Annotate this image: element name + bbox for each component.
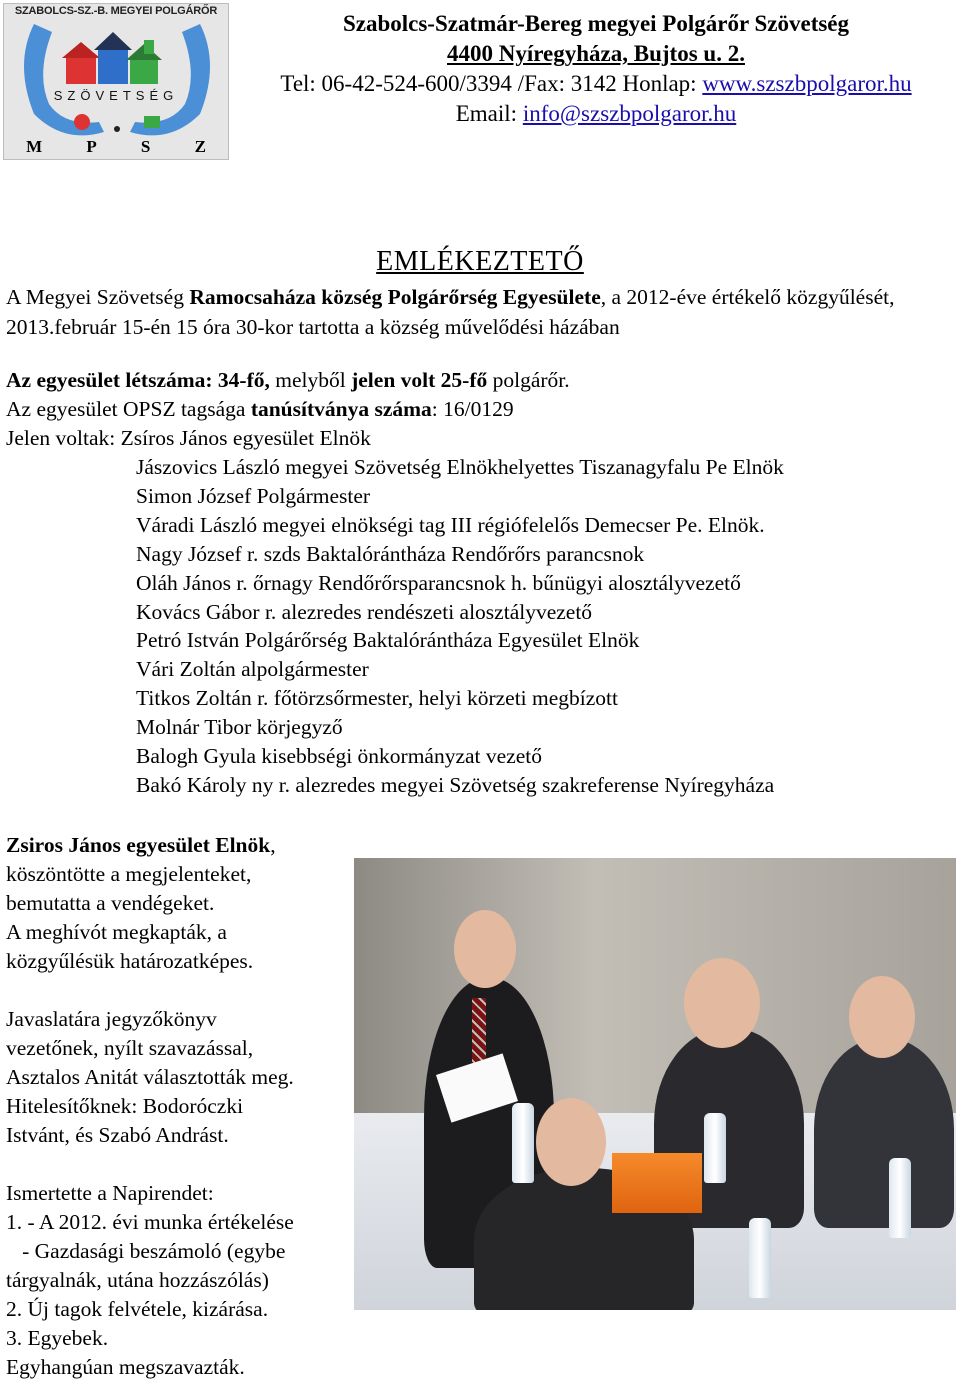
document-title: EMLÉKEZTETŐ bbox=[376, 246, 584, 277]
intro-text: , a 2012-éve értékelő közgyűlését, 2013.február 15-én 15 óra 30-kor tartotta a község művelődési házában bbox=[6, 285, 895, 339]
text-line: - Gazdasági beszámoló (egybe bbox=[6, 1239, 286, 1263]
certificate-text: Az egyesület OPSZ tagsága bbox=[6, 397, 251, 421]
attendee-item: Váradi László megyei elnökségi tag III régiófelelős Demecser Pe. Elnök. bbox=[136, 512, 765, 537]
website-link[interactable]: www.szszbpolgaror.hu bbox=[702, 71, 912, 96]
logo-letter: Z bbox=[194, 137, 206, 156]
text-line: Hitelesítőknek: Bodoróczki bbox=[6, 1094, 244, 1118]
text-line: Asztalos Anitát választották meg. bbox=[6, 1065, 294, 1089]
membership-count: Az egyesület létszáma: 34-fő, bbox=[6, 368, 270, 392]
certificate-number: : 16/0129 bbox=[431, 397, 514, 421]
attendee-item: Kovács Gábor r. alezredes rendészeti alosztályvezető bbox=[136, 599, 593, 624]
text-line: Egyhangúan megszavazták. bbox=[6, 1355, 245, 1379]
logo-middle-text: SZÖVETSÉG bbox=[53, 88, 179, 103]
intro-text: A Megyei Szövetség bbox=[6, 285, 190, 309]
logo bbox=[3, 3, 229, 160]
minutes-body bbox=[6, 831, 351, 1382]
attendee-list bbox=[136, 453, 956, 800]
certificate-label: tanúsítványa száma bbox=[250, 397, 432, 421]
attendee-item: Bakó Károly ny r. alezredes megyei Szövetség szakreferense Nyíregyháza bbox=[136, 772, 775, 797]
present-line: Jelen voltak: Zsíros János egyesület Elnök bbox=[6, 426, 371, 450]
attendee-item: Molnár Tibor körjegyző bbox=[136, 715, 343, 740]
chair-name: Zsiros János egyesület Elnök bbox=[6, 833, 271, 857]
org-name: Szabolcs-Szatmár-Bereg megyei Polgárőr Szövetség bbox=[342, 11, 850, 36]
membership-line bbox=[6, 366, 956, 395]
letterhead bbox=[232, 9, 960, 129]
attendee-item: Oláh János r. őrnagy Rendőrőrsparancsnok h. bűnügyi alosztályvezető bbox=[136, 570, 741, 595]
paragraph bbox=[6, 831, 351, 860]
logo-letter: S bbox=[140, 137, 151, 156]
punctuation: , bbox=[270, 833, 276, 857]
intro-paragraph bbox=[6, 282, 946, 342]
text-line: vezetőnek, nyílt szavazással, bbox=[6, 1036, 254, 1060]
membership-text: polgárőr. bbox=[487, 368, 570, 392]
logo-letter: M bbox=[26, 137, 43, 156]
intro-org-name: Ramocsaháza község Polgárőrség Egyesülete bbox=[189, 285, 601, 309]
text-line: Javaslatára jegyzőkönyv bbox=[6, 1007, 217, 1031]
logo-top-text: SZABOLCS-SZ.-B. MEGYEI POLGÁRŐR bbox=[14, 5, 218, 17]
text-line: közgyűlésük határozatképes. bbox=[6, 949, 254, 973]
contact-line bbox=[232, 69, 960, 99]
meeting-photo bbox=[354, 858, 956, 1310]
email-label: Email: bbox=[455, 101, 523, 126]
membership-info bbox=[6, 366, 956, 453]
attendee-item: Titkos Zoltán r. főtörzsőrmester, helyi körzeti megbízott bbox=[136, 686, 619, 711]
text-line: tárgyalnák, utána hozzászólás) bbox=[6, 1268, 269, 1292]
logo-letters bbox=[4, 137, 228, 157]
org-address: 4400 Nyíregyháza, Bujtos u. 2. bbox=[447, 41, 745, 66]
email-link[interactable]: info@szszbpolgaror.hu bbox=[522, 101, 737, 126]
text-line: 1. - A 2012. évi munka értékelése bbox=[6, 1210, 294, 1234]
text-line: Ismertette a Napirendet: bbox=[6, 1181, 214, 1205]
attendee-item: Balogh Gyula kisebbségi önkormányzat vezető bbox=[136, 744, 543, 769]
attendee-item: Jászovics László megyei Szövetség Elnökhelyettes Tiszanagyfalu Pe Elnök bbox=[136, 455, 784, 479]
attendee-item: Nagy József r. szds Baktalórántháza Rendőrőrs parancsnok bbox=[136, 541, 645, 566]
email-line bbox=[232, 99, 960, 129]
text-line: bemutatta a vendégeket. bbox=[6, 891, 215, 915]
text-line: 3. Egyebek. bbox=[6, 1326, 109, 1350]
text-line: 2. Új tagok felvétele, kizárása. bbox=[6, 1297, 269, 1321]
text-line: köszöntötte a megjelenteket, bbox=[6, 862, 252, 886]
text-line: A meghívót megkapták, a bbox=[6, 920, 227, 944]
attendee-item: Petró István Polgárőrség Baktalórántháza Egyesület Elnök bbox=[136, 628, 640, 653]
text-line: Istvánt, és Szabó Andrást. bbox=[6, 1123, 229, 1147]
logo-letter: P bbox=[86, 137, 97, 156]
certificate-line bbox=[6, 395, 956, 424]
present-count: jelen volt 25-fő bbox=[351, 368, 488, 392]
membership-text: melyből bbox=[269, 368, 352, 392]
attendee-item: Simon József Polgármester bbox=[136, 483, 371, 508]
attendee-item: Vári Zoltán alpolgármester bbox=[136, 657, 369, 682]
tel-fax-text: Tel: 06-42-524-600/3394 /Fax: 3142 Honlap: bbox=[280, 71, 703, 96]
